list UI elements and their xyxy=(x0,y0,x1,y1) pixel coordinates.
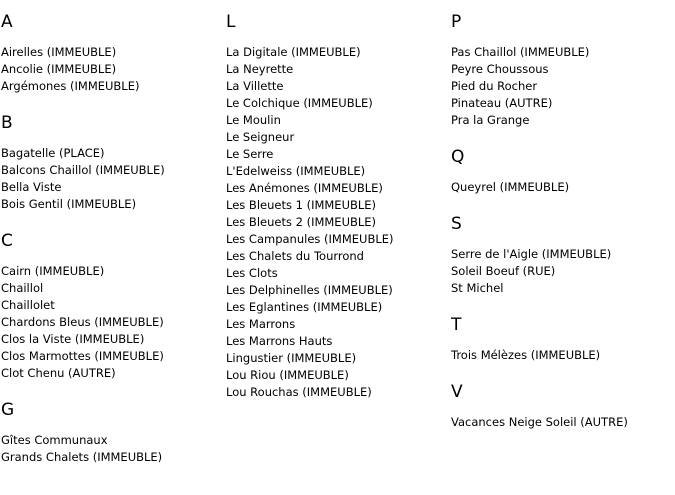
list-item xyxy=(451,78,671,95)
list-item xyxy=(1,179,216,196)
location-link[interactable]: Les Chalets du Tourrond xyxy=(226,249,364,263)
location-link[interactable]: Gîtes Communaux xyxy=(1,433,108,447)
list-item xyxy=(1,365,216,382)
list-item xyxy=(1,297,216,314)
location-link[interactable]: Les Bleuets 1 (IMMEUBLE) xyxy=(226,198,377,212)
letter-group xyxy=(451,212,671,297)
list-item xyxy=(451,44,671,61)
list-item xyxy=(451,95,671,112)
location-link[interactable]: Pra la Grange xyxy=(451,113,530,127)
list-item xyxy=(1,432,216,449)
location-list xyxy=(451,347,671,364)
list-item xyxy=(1,348,216,365)
location-link[interactable]: Argémones (IMMEUBLE) xyxy=(1,79,140,93)
list-item xyxy=(226,214,441,231)
location-link[interactable]: La Digitale (IMMEUBLE) xyxy=(226,45,361,59)
list-item xyxy=(226,180,441,197)
letter-group xyxy=(451,145,671,196)
list-item xyxy=(451,280,671,297)
location-link[interactable]: Bagatelle (PLACE) xyxy=(1,146,105,160)
list-item xyxy=(226,350,441,367)
column-3 xyxy=(451,10,671,447)
location-link[interactable]: Queyrel (IMMEUBLE) xyxy=(451,180,570,194)
location-link[interactable]: Lou Rouchas (IMMEUBLE) xyxy=(226,385,372,399)
list-item xyxy=(226,61,441,78)
location-link[interactable]: Clot Chenu (AUTRE) xyxy=(1,366,116,380)
letter-heading: V xyxy=(451,382,463,402)
location-link[interactable]: Chardons Bleus (IMMEUBLE) xyxy=(1,315,164,329)
list-item xyxy=(226,384,441,401)
list-item xyxy=(226,197,441,214)
location-link[interactable]: Les Anémones (IMMEUBLE) xyxy=(226,181,383,195)
location-list xyxy=(451,414,671,431)
list-item xyxy=(226,248,441,265)
letter-group xyxy=(1,111,216,213)
location-link[interactable]: Vacances Neige Soleil (AUTRE) xyxy=(451,415,628,429)
letter-heading: B xyxy=(1,113,13,133)
list-item xyxy=(451,347,671,364)
list-item xyxy=(226,146,441,163)
list-item xyxy=(1,78,216,95)
list-item xyxy=(226,333,441,350)
list-item xyxy=(226,95,441,112)
list-item xyxy=(1,145,216,162)
location-link[interactable]: St Michel xyxy=(451,281,504,295)
list-item xyxy=(451,263,671,280)
location-link[interactable]: La Neyrette xyxy=(226,62,294,76)
list-item xyxy=(226,316,441,333)
list-item xyxy=(226,265,441,282)
location-link[interactable]: Soleil Boeuf (RUE) xyxy=(451,264,556,278)
location-list xyxy=(1,145,216,213)
letter-heading: T xyxy=(451,315,462,335)
location-link[interactable]: Bella Viste xyxy=(1,180,62,194)
location-link[interactable]: Grands Chalets (IMMEUBLE) xyxy=(1,450,163,464)
location-link[interactable]: Pas Chaillol (IMMEUBLE) xyxy=(451,45,590,59)
location-link[interactable]: La Villette xyxy=(226,79,284,93)
location-link[interactable]: Chaillolet xyxy=(1,298,55,312)
letter-heading: A xyxy=(1,12,13,32)
list-item xyxy=(226,44,441,61)
location-list xyxy=(1,432,216,466)
location-link[interactable]: Les Bleuets 2 (IMMEUBLE) xyxy=(226,215,377,229)
location-link[interactable]: Peyre Choussous xyxy=(451,62,549,76)
list-item xyxy=(226,367,441,384)
location-link[interactable]: Pinateau (AUTRE) xyxy=(451,96,553,110)
letter-group xyxy=(1,398,216,466)
location-link[interactable]: Lingustier (IMMEUBLE) xyxy=(226,351,357,365)
list-item xyxy=(1,61,216,78)
list-item xyxy=(1,162,216,179)
list-item xyxy=(1,196,216,213)
list-item xyxy=(1,44,216,61)
letter-heading: S xyxy=(451,214,462,234)
location-link[interactable]: Balcons Chaillol (IMMEUBLE) xyxy=(1,163,165,177)
location-link[interactable]: Le Serre xyxy=(226,147,274,161)
location-link[interactable]: Les Marrons xyxy=(226,317,296,331)
location-link[interactable]: Trois Mélèzes (IMMEUBLE) xyxy=(451,348,601,362)
location-link[interactable]: Pied du Rocher xyxy=(451,79,538,93)
list-item xyxy=(226,299,441,316)
list-item xyxy=(451,61,671,78)
letter-group xyxy=(451,313,671,364)
location-link[interactable]: L'Edelweiss (IMMEUBLE) xyxy=(226,164,366,178)
location-link[interactable]: Serre de l'Aigle (IMMEUBLE) xyxy=(451,247,612,261)
letter-heading: G xyxy=(1,400,15,420)
location-link[interactable]: Les Eglantines (IMMEUBLE) xyxy=(226,300,383,314)
list-item xyxy=(451,112,671,129)
letter-group xyxy=(1,229,216,382)
location-link[interactable]: Ancolie (IMMEUBLE) xyxy=(1,62,117,76)
list-item xyxy=(226,282,441,299)
location-link[interactable]: Cairn (IMMEUBLE) xyxy=(1,264,105,278)
list-item xyxy=(226,112,441,129)
location-list xyxy=(1,263,216,382)
location-list xyxy=(451,246,671,297)
location-link[interactable]: Le Seigneur xyxy=(226,130,295,144)
location-list xyxy=(451,44,671,129)
list-item xyxy=(451,246,671,263)
location-link[interactable]: Les Marrons Hauts xyxy=(226,334,333,348)
list-item xyxy=(226,231,441,248)
column-2 xyxy=(226,10,441,417)
list-item xyxy=(1,449,216,466)
letter-heading: C xyxy=(1,231,13,251)
list-item xyxy=(1,263,216,280)
location-link[interactable]: Le Colchique (IMMEUBLE) xyxy=(226,96,373,110)
list-item xyxy=(451,414,671,431)
location-link[interactable]: Clos la Viste (IMMEUBLE) xyxy=(1,332,145,346)
location-link[interactable]: Les Clots xyxy=(226,266,278,280)
location-link[interactable]: Airelles (IMMEUBLE) xyxy=(1,45,117,59)
letter-group xyxy=(451,380,671,431)
letter-heading: Q xyxy=(451,147,465,167)
letter-heading: L xyxy=(226,12,236,32)
column-1 xyxy=(1,10,216,482)
letter-group xyxy=(1,10,216,95)
location-link[interactable]: Lou Riou (IMMEUBLE) xyxy=(226,368,349,382)
list-item xyxy=(451,179,671,196)
letter-group xyxy=(226,10,441,401)
list-item xyxy=(226,163,441,180)
location-link[interactable]: Le Moulin xyxy=(226,113,281,127)
location-link[interactable]: Bois Gentil (IMMEUBLE) xyxy=(1,197,137,211)
letter-heading: P xyxy=(451,12,462,32)
list-item xyxy=(1,280,216,297)
location-link[interactable]: Les Campanules (IMMEUBLE) xyxy=(226,232,394,246)
location-link[interactable]: Clos Marmottes (IMMEUBLE) xyxy=(1,349,164,363)
list-item xyxy=(226,129,441,146)
list-item xyxy=(226,78,441,95)
location-list xyxy=(226,44,441,401)
location-link[interactable]: Chaillol xyxy=(1,281,44,295)
list-item xyxy=(1,314,216,331)
location-list xyxy=(1,44,216,95)
location-list xyxy=(451,179,671,196)
list-item xyxy=(1,331,216,348)
location-link[interactable]: Les Delphinelles (IMMEUBLE) xyxy=(226,283,393,297)
letter-group xyxy=(451,10,671,129)
